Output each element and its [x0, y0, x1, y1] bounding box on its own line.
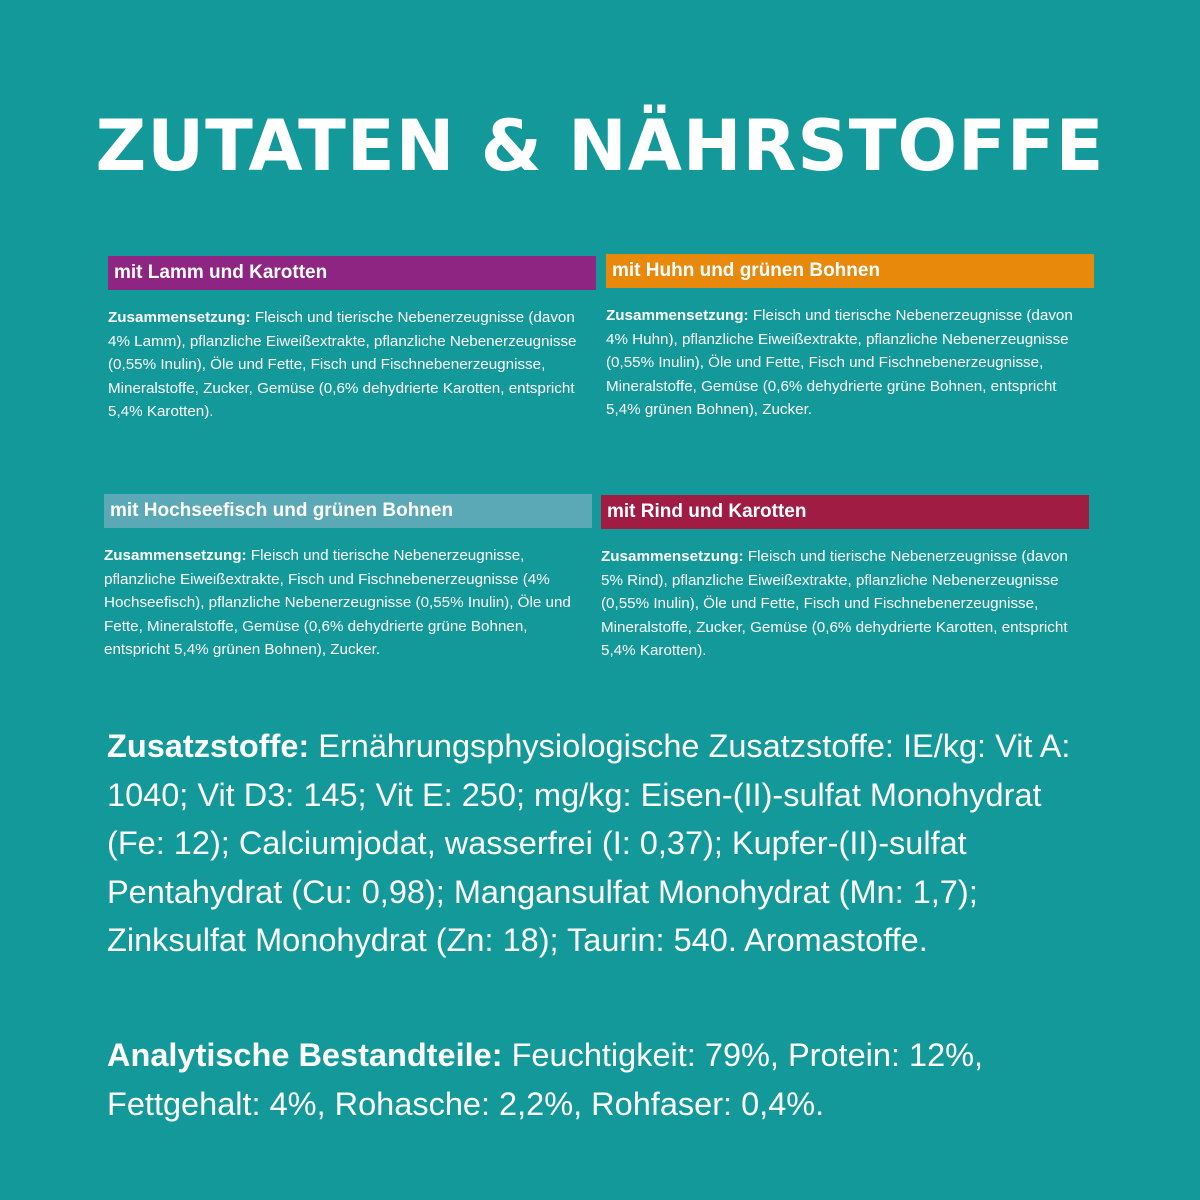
composition-label: Zusammensetzung:: [104, 547, 247, 564]
additives-paragraph: [107, 722, 1107, 965]
composition-text: Fleisch und tierische Nebenerzeugnisse (davon 4% Huhn), pflanzliche Eiweißextrakte, pflanzliche Nebenerzeugnisse (0,55% Inulin), Öle und Fette, Fisch und Fischnebenerzeugnisse, Mineralstoffe, Gemüse (0,6% dehydrierte grüne Bohnen, entspricht 5,4% grünen Bohnen), Zucker.: [606, 307, 1073, 419]
section-body-huhn: [606, 304, 1094, 422]
composition-label: Zusammensetzung:: [601, 548, 744, 565]
analytics-label: Analytische Bestandteile:: [107, 1037, 503, 1073]
analytics-text: Feuchtigkeit: 79%, Protein: 12%, Fettgehalt: 4%, Rohasche: 2,2%, Rohfaser: 0,4%.: [107, 1037, 984, 1122]
analytics-paragraph: [107, 1031, 1107, 1128]
composition-label: Zusammensetzung:: [606, 307, 749, 324]
additives-text: Ernährungsphysiologische Zusatzstoffe: IE/kg: Vit A: 1040; Vit D3: 145; Vit E: 250; mg/kg: Eisen-(II)-sulfat Monohydrat (Fe: 12); Calciumjodat, wasserfrei (I: 0,37); Kupfer-(II)-sulfat Pentahydrat (Cu: 0,98); Mangansulfat Monohydrat (Mn: 1,7); Zinksulfat Monohydrat (Zn: 18); Taurin: 540. Aromastoffe.: [107, 728, 1071, 958]
section-rind: [601, 495, 1089, 663]
additives-label: Zusatzstoffe:: [107, 728, 310, 764]
composition-text: Fleisch und tierische Nebenerzeugnisse, pflanzliche Eiweißextrakte, Fisch und Fischnebenerzeugnisse (4% Hochseefisch), pflanzliche Nebenerzeugnisse (0,55% Inulin), Öle und Fette, Mineralstoffe, Gemüse (0,6% dehydrierte grüne Bohnen, entspricht 5,4% grünen Bohnen), Zucker.: [104, 547, 571, 659]
section-body-rind: [601, 545, 1089, 663]
section-lamm: [108, 256, 596, 424]
section-header-huhn: mit Huhn und grünen Bohnen: [606, 254, 1094, 288]
page-title: ZUTATEN & NÄHRSTOFFE: [95, 105, 1105, 187]
composition-label: Zusammensetzung:: [108, 309, 251, 326]
section-body-lamm: [108, 306, 596, 424]
section-header-lamm: mit Lamm und Karotten: [108, 256, 596, 290]
section-header-rind: mit Rind und Karotten: [601, 495, 1089, 529]
section-header-hochseefisch: mit Hochseefisch und grünen Bohnen: [104, 494, 592, 528]
section-body-hochseefisch: [104, 544, 592, 662]
section-huhn: [606, 254, 1094, 422]
section-hochseefisch: [104, 494, 592, 662]
composition-text: Fleisch und tierische Nebenerzeugnisse (davon 4% Lamm), pflanzliche Eiweißextrakte, pflanzliche Nebenerzeugnisse (0,55% Inulin), Öle und Fette, Fisch und Fischnebenerzeugnisse, Mineralstoffe, Zucker, Gemüse (0,6% dehydrierte Karotten, entspricht 5,4% Karotten).: [108, 309, 577, 421]
composition-text: Fleisch und tierische Nebenerzeugnisse (davon 5% Rind), pflanzliche Eiweißextrakte, pflanzliche Nebenerzeugnisse (0,55% Inulin), Öle und Fette, Fisch und Fischnebenerzeugnisse, Mineralstoffe, Zucker, Gemüse (0,6% dehydrierte Karotten, entspricht 5,4% Karotten).: [601, 548, 1068, 660]
